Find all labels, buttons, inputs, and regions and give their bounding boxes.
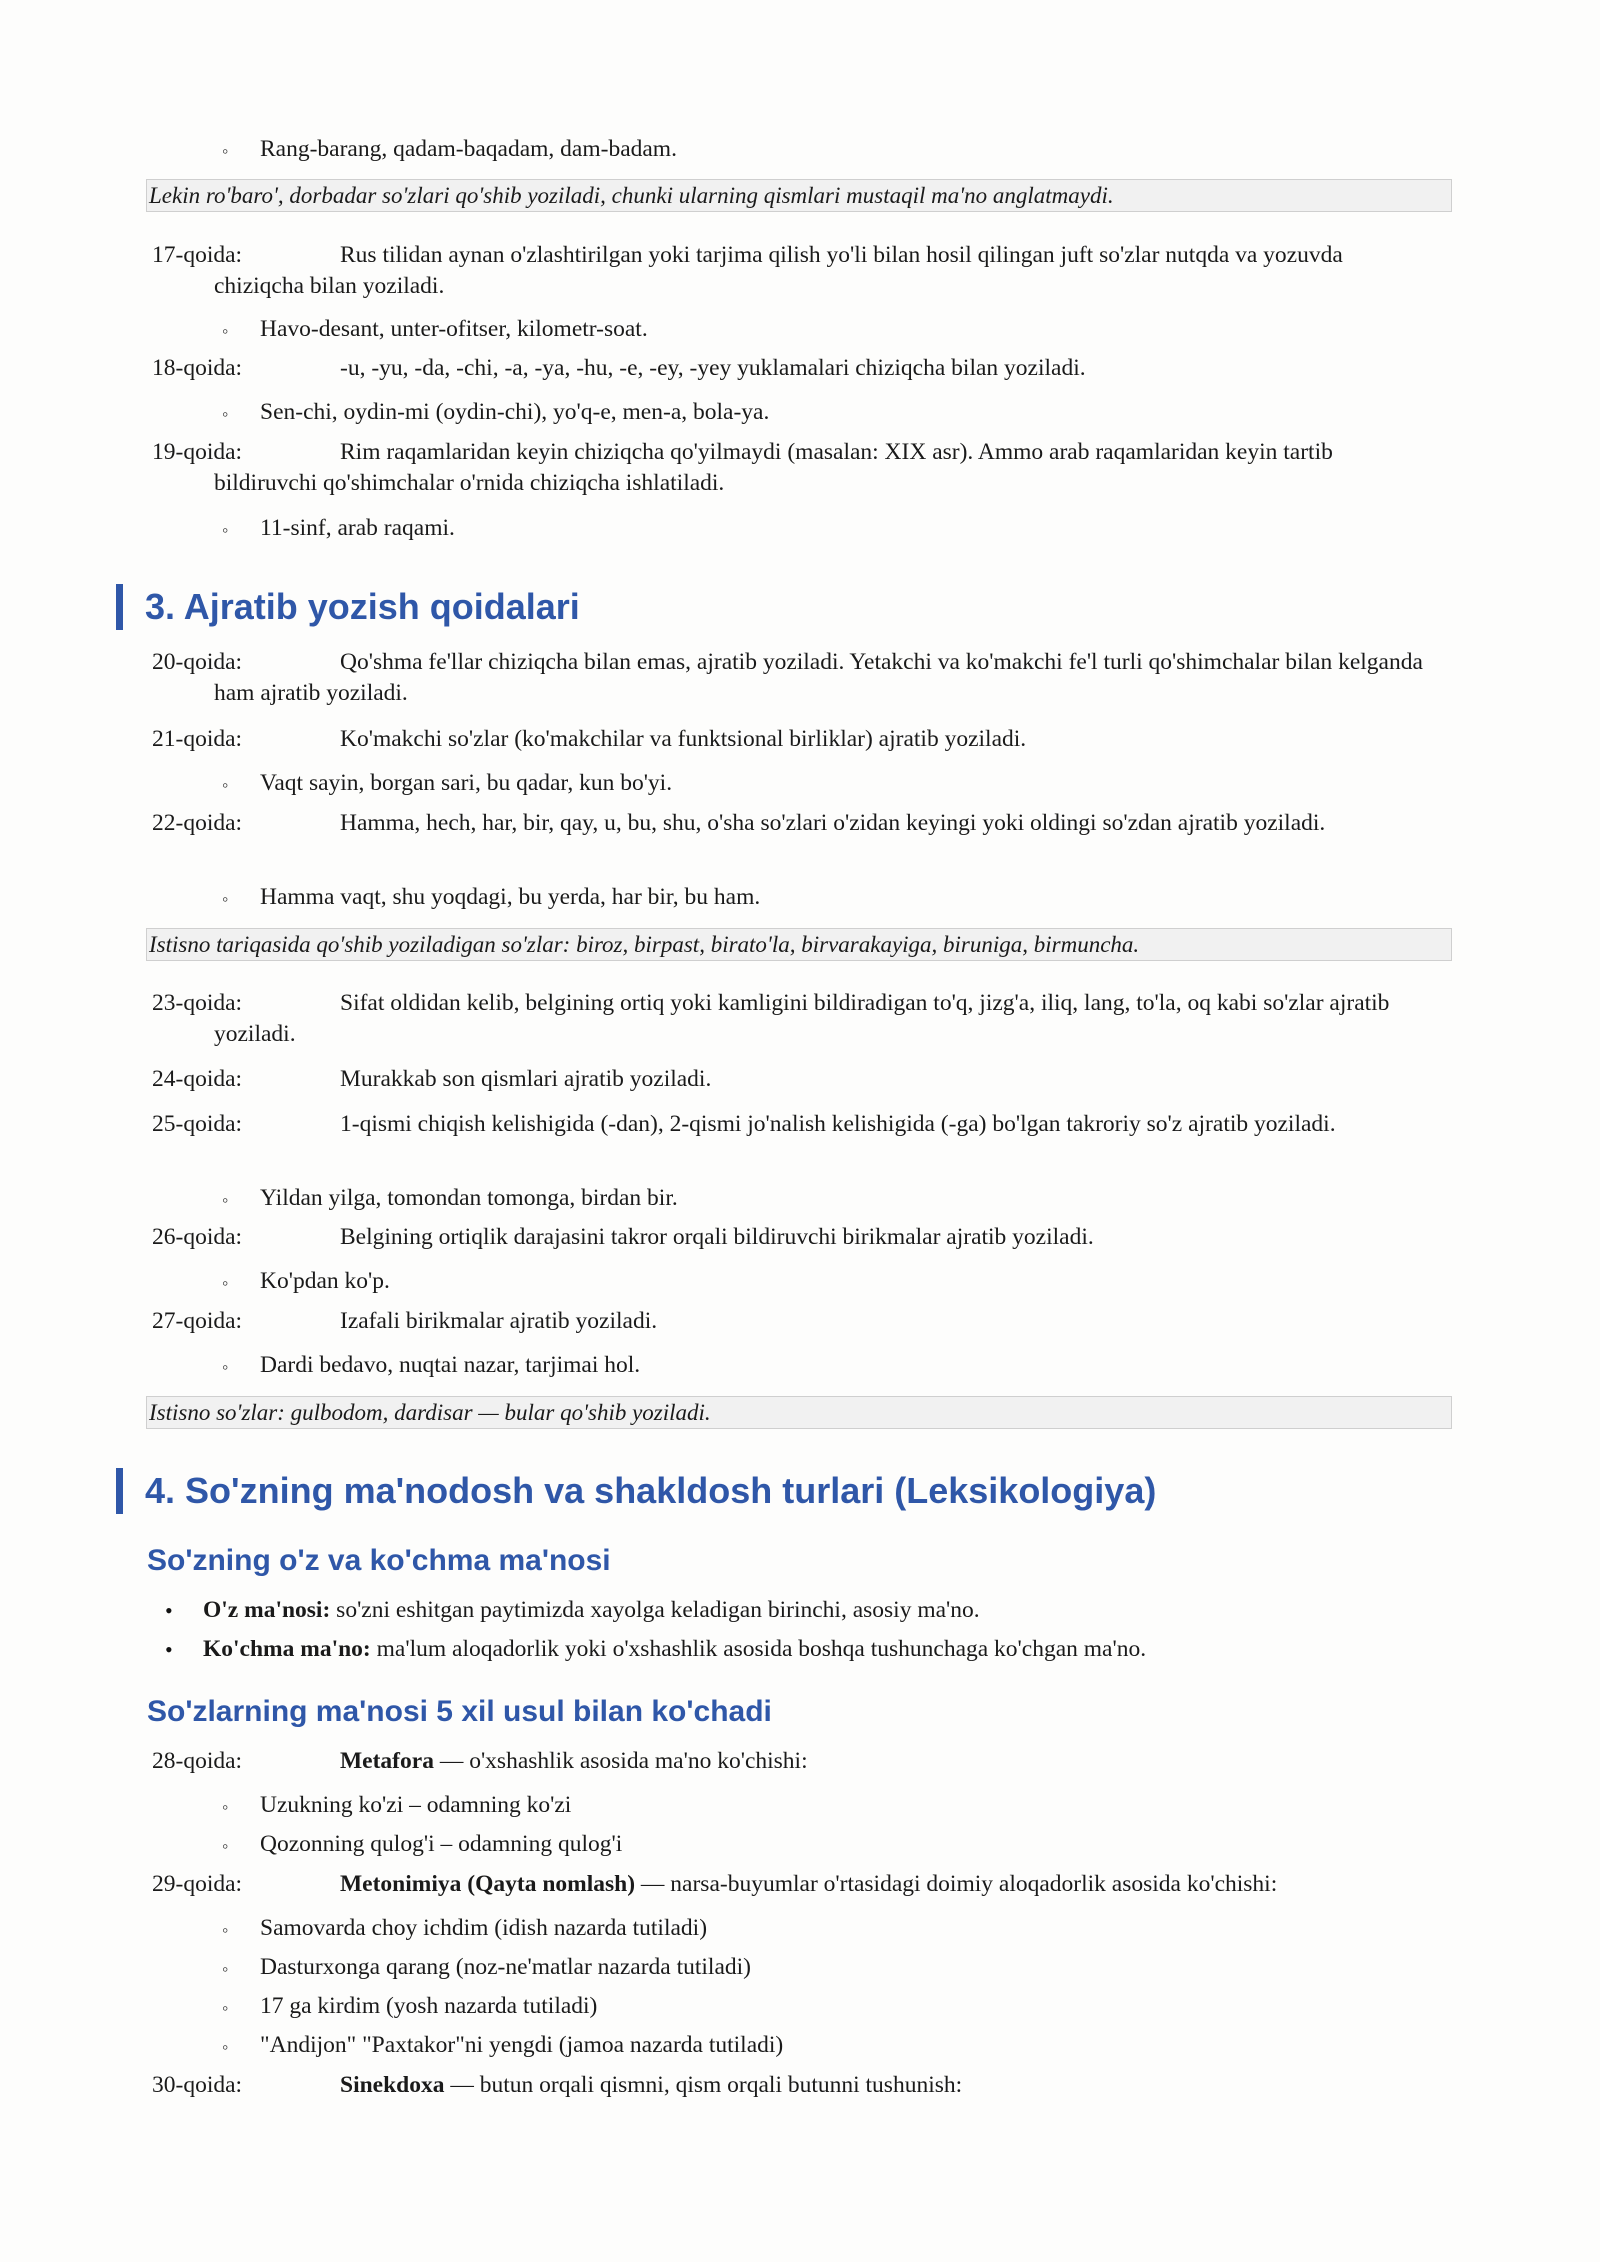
note-box: Istisno tariqasida qo'shib yoziladigan so'zlar: biroz, birpast, birato'la, birvarakayiga, biruniga, birmuncha. xyxy=(146,928,1452,961)
document-page: ◦ Rang-barang, qadam-baqadam, dam-badam. Lekin ro'baro', dorbadar so'zlari qo'shib yoziladi, chunki ularning qismlari mustaqil ma'no anglatmaydi. 17-qoida: Rus tilidan aynan o'zlashtirilgan yoki tarjima qilish yo'li bilan hosil qilingan juft so'zlar nutqda va yozuvda chiziqcha bilan yoziladi. ◦ Havo-desant, unter-ofitser, kilometr-soat. 18-qoida: -u, -yu, -da, -chi, -a, -ya, -hu, -e, -ey, -yey yuklamalari chiziqcha bilan yoziladi. ◦ Sen-chi, oydin-mi (oydin-chi), yo'q-e, men-a, bola-ya. 19-qoida: Rim raqamlaridan keyin chiziqcha qo'yilmaydi (masalan: XIX asr). Ammo arab raqamlaridan keyin tartib bildiruvchi qo'shimchalar o'rnida chiziqcha ishlatiladi. ◦ 11-sinf, arab raqami. 3. Ajratib yozish qoidalari 20-qoida: Qo'shma fe'llar chiziqcha bilan emas, ajratib yoziladi. Yetakchi va ko'makchi fe'l turli qo'shimchalar bilan kelganda ham ajratib yoziladi. 21-qoida: Ko'makchi so'zlar (ko'makchilar va funktsional birliklar) ajratib yoziladi. ◦ Vaqt sayin, borgan sari, bu qadar, kun bo'yi. 22-qoida: Hamma, hech, har, bir, qay, u, bu, shu, o'sha so'zlari o'zidan keyingi yoki oldingi so'zdan ajratib yoziladi. ◦ Hamma vaqt, shu yoqdagi, bu yerda, har bir, bu ham. Istisno tariqasida qo'shib yoziladigan so'zlar: biroz, birpast, birato'la, birvarakayiga, biruniga, birmuncha. 23-qoida: Sifat oldidan kelib, belgining ortiq yoki kamligini bildiradigan to'q, jizg'a, iliq, lang, to'la, oq kabi so'zlar ajratib yoziladi. 24-qoida: Murakkab son qismlari ajratib yoziladi. 25-qoida: 1-qismi chiqish kelishigida (-dan), 2-qismi jo'nalish kelishigida (-ga) bo'lgan takroriy so'z ajratib yoziladi. ◦ Yildan yilga, tomondan tomonga, birdan bir. 26-qoida: Belgining ortiqlik darajasini takror orqali bildiruvchi birikmalar ajratib yoziladi. ◦ Ko'pdan ko'p. 27-qoida: Izafali birikmalar ajratib yoziladi. ◦ Dardi bedavo, nuqtai nazar, tarjimai hol. Istisno so'zlar: gulbodom, dardisar — bular qo'shib yoziladi. 4. So'zning ma'nodosh va shakldosh turlari (Leksikologiya) So'zning o'z va ko'chma ma'nosi • O'z ma'nosi: so'zni eshitgan paytimizda xayolga keladigan birinchi, asosiy ma'no. • Ko'chma ma'no: ma'lum aloqadorlik yoki o'xshashlik asosida boshqa tushunchaga ko'chgan ma'no. So'zlarning ma'nosi 5 xil usul bilan ko'chadi 28-qoida: Metafora — o'xshashlik asosida ma'no ko'chishi: ◦ Uzukning ko'zi – odamning ko'zi ◦ Qozonning qulog'i – odamning qulog'i 29-qoida: Metonimiya (Qayta nomlash) — narsa-buyumlar o'rtasidagi doimiy aloqadorlik asosida ko'chishi: ◦ Samovarda choy ichdim (idish nazarda tutiladi) ◦ Dasturxonga qarang (noz-ne'matlar nazarda tutiladi) ◦ 17 ga kirdim (yosh nazarda tutiladi) ◦ "Andijon" "Paxtakor"ni yengdi (jamoa nazarda tutiladi) 30-qoida: Sinekdoxa — butun orqali qismni, qism orqali butunni tushunish: xyxy=(0,0,1600,2262)
rule-text: Rus tilidan aynan o'zlashtirilgan yoki tarjima qilish yo'li bilan hosil qilingan juft so'zlar nutqda va yozuvda chiziqcha bilan yoziladi. xyxy=(214,242,1343,299)
bullet-icon: ◦ xyxy=(222,889,229,909)
rule-number: 23-qoida: xyxy=(152,990,243,1016)
definition-text: ma'lum aloqadorlik yoki o'xshashlik asosida boshqa tushunchaga ko'chgan ma'no. xyxy=(370,1636,1147,1662)
definition-term: O'z ma'nosi: xyxy=(203,1597,331,1623)
rule-number: 19-qoida: xyxy=(152,439,243,465)
rule-number: 22-qoida: xyxy=(152,810,243,836)
bullet-icon: ◦ xyxy=(222,1836,229,1856)
rule-text: Hamma, hech, har, bir, qay, u, bu, shu, o'sha so'zlari o'zidan keyingi yoki oldingi so'zdan ajratib yoziladi. xyxy=(340,810,1326,836)
bullet-icon: ◦ xyxy=(222,1998,229,2018)
section-heading-3: 3. Ajratib yozish qoidalari xyxy=(116,584,123,630)
rule-text: Sifat oldidan kelib, belgining ortiq yoki kamligini bildiradigan to'q, jizg'a, iliq, lang, to'la, oq kabi so'zlar ajratib yoziladi. xyxy=(214,990,1390,1047)
rule-text: Murakkab son qismlari ajratib yoziladi. xyxy=(340,1066,712,1092)
rule-text: Metafora — o'xshashlik asosida ma'no ko'chishi: xyxy=(340,1748,808,1774)
section-heading-4: 4. So'zning ma'nodosh va shakldosh turlari (Leksikologiya) xyxy=(116,1468,123,1514)
bullet-icon: ◦ xyxy=(222,1797,229,1817)
bullet-icon: • xyxy=(165,1637,173,1662)
subheading-meaning-shift: So'zlarning ma'nosi 5 xil usul bilan ko'chadi xyxy=(147,1695,772,1728)
bullet-icon: ◦ xyxy=(222,1959,229,1979)
bullet-icon: ◦ xyxy=(222,1273,229,1293)
rule-text: Qo'shma fe'llar chiziqcha bilan emas, ajratib yoziladi. Yetakchi va ko'makchi fe'l turli qo'shimchalar bilan kelganda ham ajratib yoziladi. xyxy=(214,649,1423,706)
bullet-icon: ◦ xyxy=(222,520,229,540)
rule-number: 24-qoida: xyxy=(152,1066,243,1092)
rule-text: Ko'makchi so'zlar (ko'makchilar va funktsional birliklar) ajratib yoziladi. xyxy=(340,726,1027,752)
rule-number: 27-qoida: xyxy=(152,1308,243,1334)
rule-number: 20-qoida: xyxy=(152,649,243,675)
rule-number: 17-qoida: xyxy=(152,242,243,268)
definition-term: Ko'chma ma'no: xyxy=(203,1636,371,1662)
bullet-icon: ◦ xyxy=(222,1190,229,1210)
bullet-icon: ◦ xyxy=(222,321,229,341)
bullet-icon: • xyxy=(165,1598,173,1623)
rule-text: Izafali birikmalar ajratib yoziladi. xyxy=(340,1308,658,1334)
bullet-icon: ◦ xyxy=(222,141,229,161)
bullet-icon: ◦ xyxy=(222,1920,229,1940)
rule-number: 29-qoida: xyxy=(152,1871,243,1897)
rule-text: Sinekdoxa — butun orqali qismni, qism orqali butunni tushunish: xyxy=(340,2072,963,2098)
bullet-icon: ◦ xyxy=(222,2037,229,2057)
rule-text: Rim raqamlaridan keyin chiziqcha qo'yilmaydi (masalan: XIX asr). Ammo arab raqamlaridan keyin tartib bildiruvchi qo'shimchalar o'rnida chiziqcha ishlatiladi. xyxy=(214,439,1333,496)
rule-number: 28-qoida: xyxy=(152,1748,243,1774)
note-box: Lekin ro'baro', dorbadar so'zlari qo'shib yoziladi, chunki ularning qismlari mustaqil ma'no anglatmaydi. xyxy=(146,179,1452,212)
rule-number: 26-qoida: xyxy=(152,1224,243,1250)
bullet-icon: ◦ xyxy=(222,775,229,795)
bullet-icon: ◦ xyxy=(222,404,229,424)
subheading-word-meaning: So'zning o'z va ko'chma ma'nosi xyxy=(147,1544,611,1577)
rule-text: Metonimiya (Qayta nomlash) — narsa-buyumlar o'rtasidagi doimiy aloqadorlik asosida ko'chishi: xyxy=(340,1871,1278,1897)
rule-number: 21-qoida: xyxy=(152,726,243,752)
rule-number: 18-qoida: xyxy=(152,355,243,381)
rule-number: 30-qoida: xyxy=(152,2072,243,2098)
rule-text: 1-qismi chiqish kelishigida (-dan), 2-qismi jo'nalish kelishigida (-ga) bo'lgan takroriy so'z ajratib yoziladi. xyxy=(340,1111,1336,1137)
rule-text: Belgining ortiqlik darajasini takror orqali bildiruvchi birikmalar ajratib yoziladi. xyxy=(340,1224,1094,1250)
rule-number: 25-qoida: xyxy=(152,1111,243,1137)
note-box: Istisno so'zlar: gulbodom, dardisar — bular qo'shib yoziladi. xyxy=(146,1396,1452,1429)
rule-text: -u, -yu, -da, -chi, -a, -ya, -hu, -e, -ey, -yey yuklamalari chiziqcha bilan yoziladi. xyxy=(340,355,1086,381)
definition-text: so'zni eshitgan paytimizda xayolga keladigan birinchi, asosiy ma'no. xyxy=(330,1597,980,1623)
bullet-icon: ◦ xyxy=(222,1357,229,1377)
